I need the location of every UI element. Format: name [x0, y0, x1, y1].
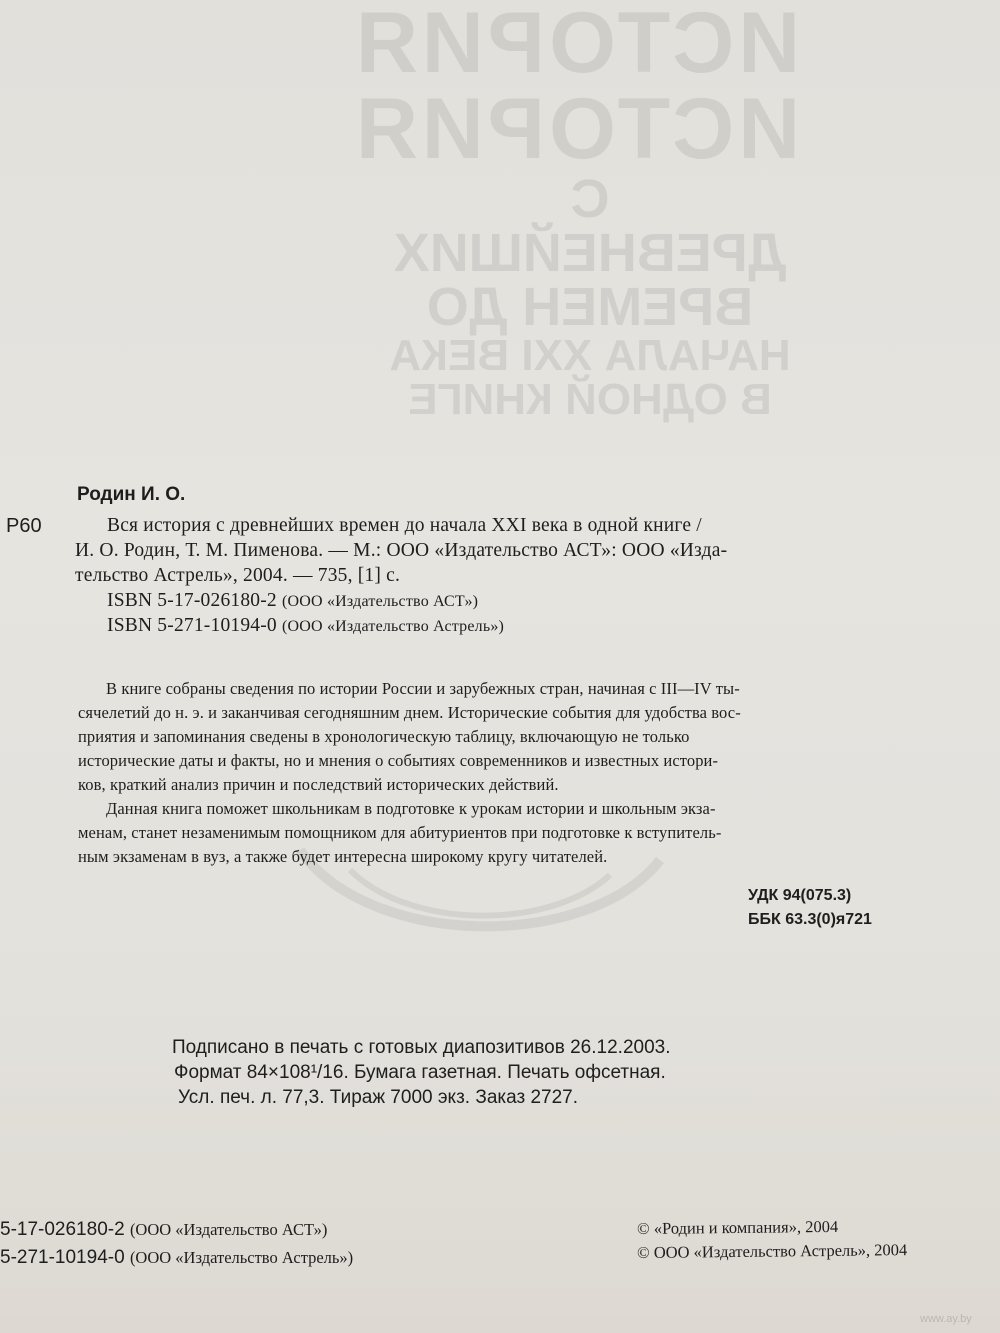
copyright-line: © ООО «Издательство Астрель», 2004: [637, 1240, 908, 1262]
udk-code: УДК 94(075.3): [748, 887, 852, 904]
abstract-line: ков, краткий анализ причин и последствий исторических действий.: [78, 775, 559, 794]
show-through-line: НАЧАЛА XXI ВЕКА: [389, 331, 791, 380]
copyright-line: © «Родин и компания», 2004: [637, 1216, 839, 1238]
imprint-line: Усл. печ. л. 77,3. Тираж 7000 экз. Заказ 2727.: [178, 1087, 579, 1108]
bottom-isbn-line: [0, 1247, 353, 1269]
abstract-line: ным экзаменам в вуз, а также будет интересна широкому кругу читателей.: [78, 847, 608, 866]
show-through-line: ВРЕМЕН ДО: [426, 277, 754, 337]
author-heading: Родин И. О.: [77, 484, 186, 505]
abstract-line: Данная книга поможет школьникам в подготовке к урокам истории и школьным экза-: [106, 799, 716, 818]
isbn-publisher: (ООО «Издательство АСТ»): [129, 1220, 328, 1239]
abstract-line: сячелетий до н. э. и заканчивая сегодняшним днем. Исторические события для удобства вос-: [78, 703, 741, 722]
catalog-entry-line: тельство Астрель», 2004. — 735, [1] с.: [75, 565, 401, 586]
bottom-isbn-line: [0, 1219, 327, 1241]
isbn-line: [107, 590, 478, 612]
abstract-line: менам, станет незаменимым помощником для абитуриентов при подготовке к вступитель-: [78, 823, 722, 842]
catalog-entry-line: И. О. Родин, Т. М. Пименова. — М.: ООО «Издательство АСТ»: ООО «Изда-: [75, 540, 728, 561]
isbn-number: ISBN 5-17-026180-2: [107, 590, 277, 611]
isbn-publisher: (ООО «Издательство Астрель»): [129, 1248, 354, 1267]
abstract-line: приятия и запоминания сведены в хронологическую таблицу, включающую не только: [78, 727, 690, 746]
isbn-publisher: (ООО «Издательство Астрель»): [281, 618, 505, 635]
isbn-publisher: (ООО «Издательство АСТ»): [281, 593, 479, 610]
show-through-line: С ДРЕВНЕЙШИХ: [393, 169, 787, 283]
abstract-line: исторические даты и факты, но и мнения о событиях современников и известных истори-: [78, 751, 719, 770]
isbn-number: 5-271-10194-0: [0, 1247, 125, 1268]
catalog-code: Р60: [6, 515, 42, 537]
show-through-line: ИСТОРИЯ: [351, 0, 800, 91]
show-through-line: В ОДНОЙ КНИГЕ: [408, 375, 772, 424]
site-watermark: www.ay.by: [920, 1313, 972, 1325]
show-through-title: [351, 0, 800, 460]
isbn-line: [107, 615, 504, 637]
isbn-number: 5-17-026180-2: [0, 1219, 125, 1240]
show-through-line: ИСТОРИЯ: [351, 81, 800, 177]
bbk-code: ББК 63.3(0)я721: [748, 911, 872, 928]
imprint-line: Подписано в печать с готовых диапозитивов 26.12.2003.: [172, 1037, 671, 1058]
abstract-line: В книге собраны сведения по истории России и зарубежных стран, начиная с III—IV ты-: [106, 679, 740, 698]
catalog-entry-line: Вся история с древнейших времен до начала XXI века в одной книге /: [107, 515, 702, 536]
imprint-line: Формат 84×108¹/16. Бумага газетная. Печать офсетная.: [174, 1062, 666, 1083]
isbn-number: ISBN 5-271-10194-0: [107, 615, 277, 636]
